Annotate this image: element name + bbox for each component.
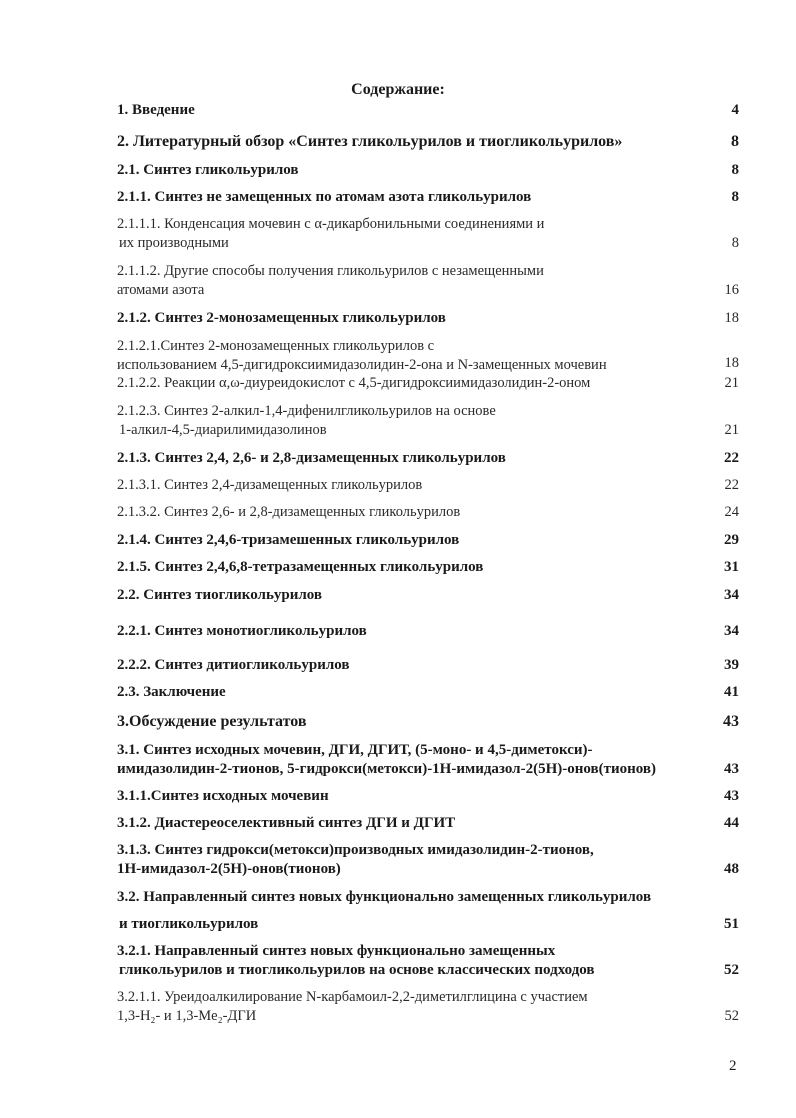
toc-entry[interactable] <box>117 374 739 393</box>
toc-entry-page: 34 <box>724 587 739 603</box>
toc-entry[interactable] <box>117 188 739 207</box>
toc-entry-page: 16 <box>724 282 739 298</box>
toc-entry-text: их производными <box>119 235 229 251</box>
toc-entry-text: 1. Введение <box>117 102 195 118</box>
toc-entry-text: 2.3. Заключение <box>117 684 226 700</box>
toc-entry-text: 1H-имидазол-2(5H)-онов(тионов) <box>117 861 341 877</box>
toc-entry-text: 3.Обсуждение результатов <box>117 713 307 730</box>
toc-entry-page: 4 <box>731 102 739 118</box>
page-number: 2 <box>729 1058 737 1074</box>
toc-entry-text: 2.2.2. Синтез дитиогликольурилов <box>117 657 350 673</box>
toc-entry-text: 2.1.3.1. Синтез 2,4-дизамещенных гликольурилов <box>117 477 423 493</box>
toc-entry-page: 18 <box>724 310 739 326</box>
toc-entry[interactable] <box>117 161 739 180</box>
toc-entry[interactable] <box>117 988 739 1026</box>
toc-entry-text: 2.1.3.2. Синтез 2,6- и 2,8-дизамещенных гликольурилов <box>117 504 461 520</box>
toc-entry[interactable] <box>117 841 739 879</box>
toc-entry-page: 43 <box>723 713 739 730</box>
toc-entry-text: 1-алкил-4,5-диарилимидазолинов <box>119 422 327 438</box>
toc-entry[interactable] <box>117 531 739 550</box>
toc-entry-text: 3.2. Направленный синтез новых функционально замещенных гликольурилов <box>117 889 652 905</box>
toc-entry[interactable] <box>117 101 739 120</box>
toc-entry-text: 2.2.1. Синтез монотиогликольурилов <box>117 623 367 639</box>
toc-entry-page: 41 <box>724 684 739 700</box>
toc-entry-page: 21 <box>724 375 739 391</box>
toc-entry[interactable] <box>117 741 739 779</box>
toc-entry-page: 21 <box>724 422 739 438</box>
toc-title: Содержание: <box>351 81 445 98</box>
toc-entry-page: 18 <box>724 355 739 371</box>
toc-entry-page: 39 <box>724 657 739 673</box>
toc-entry[interactable] <box>117 787 739 806</box>
toc-entry[interactable] <box>117 915 739 934</box>
toc-entry-text: использованием 4,5-дигидроксиимидазолидин-2-она и N-замещенных мочевин <box>117 357 607 373</box>
toc-entry[interactable] <box>117 586 739 605</box>
toc-entry-text: 3.1.1.Синтез исходных мочевин <box>117 788 329 804</box>
toc-entry[interactable] <box>117 814 739 833</box>
toc-entry-text: 2.1. Синтез гликольурилов <box>117 162 299 178</box>
toc-entry[interactable] <box>117 888 739 907</box>
toc-entry-text: 2.2. Синтез тиогликольурилов <box>117 587 323 603</box>
toc-entry-text: 2.1.1.1. Конденсация мочевин с α-дикарбонильными соединениями и <box>117 216 545 232</box>
toc-entry-text: и тиогликольурилов <box>119 916 259 932</box>
toc-entry-text: 2.1.2.3. Синтез 2-алкил-1,4-дифенилгликольурилов на основе <box>117 403 496 419</box>
toc-entry-text: 2.1.5. Синтез 2,4,6,8-тетразамещенных гликольурилов <box>117 559 484 575</box>
toc-entry[interactable] <box>117 942 739 980</box>
toc-entry-text: имидазолидин-2-тионов, 5-гидрокси(метокси)-1H-имидазол-2(5H)-онов(тионов) <box>117 761 656 777</box>
toc-entry-page: 52 <box>724 1008 739 1024</box>
toc-entry-text: 2.1.3. Синтез 2,4, 2,6- и 2,8-дизамещенных гликольурилов <box>117 450 506 466</box>
toc-entry[interactable] <box>117 402 739 440</box>
toc-entry[interactable] <box>117 683 739 702</box>
toc-entry[interactable] <box>117 476 739 495</box>
toc-entry[interactable] <box>117 622 739 641</box>
toc-entry-page: 24 <box>724 504 739 520</box>
toc-entry-text: атомами азота <box>117 282 205 298</box>
toc-entry-text: 2.1.2.2. Реакции α,ω-диуреидокислот с 4,5-дигидроксиимидазолидин-2-оном <box>117 375 591 391</box>
toc-entry-page: 52 <box>724 962 739 978</box>
toc-entry[interactable] <box>117 712 739 731</box>
toc-entry-text: 3.1. Синтез исходных мочевин, ДГИ, ДГИТ, (5-моно- и 4,5-диметокси)- <box>117 742 593 758</box>
toc-entry-text: 2.1.1. Синтез не замещенных по атомам азота гликольурилов <box>117 189 532 205</box>
toc-entry-text: 3.1.3. Синтез гидрокси(метокси)производных имидазолидин-2-тионов, <box>117 842 594 858</box>
toc-entry-text: гликольурилов и тиогликольурилов на основе классических подходов <box>119 962 595 978</box>
toc-entry-text: 2.1.1.2. Другие способы получения гликольурилов с незамещенными <box>117 263 544 279</box>
toc-entry-page: 8 <box>731 235 739 251</box>
toc-entry-page: 51 <box>724 916 739 932</box>
toc-entry[interactable] <box>117 656 739 675</box>
toc-entry-text: 2.1.4. Синтез 2,4,6-тризамешенных гликольурилов <box>117 532 460 548</box>
toc-entry[interactable] <box>117 449 739 468</box>
toc-entry-page: 22 <box>724 477 739 493</box>
toc-entry[interactable] <box>117 558 739 577</box>
toc-entry-page: 43 <box>724 788 739 804</box>
toc-entry-text: 1,3-H₂- и 1,3-Me₂-ДГИ <box>117 1008 257 1024</box>
toc-entry-page: 43 <box>724 761 739 777</box>
toc-entry-page: 8 <box>731 189 739 205</box>
toc-entry-page: 48 <box>724 861 739 877</box>
toc-entry-text: 3.1.2. Диастереоселективный синтез ДГИ и ДГИТ <box>117 815 456 831</box>
toc-entry-page: 8 <box>731 162 739 178</box>
toc-entry[interactable] <box>117 309 739 328</box>
toc-entry-text: 3.2.1. Направленный синтез новых функционально замещенных <box>117 943 556 959</box>
toc-entry-text: 2. Литературный обзор «Синтез гликольурилов и тиогликольурилов» <box>117 133 623 150</box>
toc-entry-text: 2.1.2. Синтез 2-монозамещенных гликольурилов <box>117 310 446 326</box>
toc-entry-page: 22 <box>724 450 739 466</box>
toc-entry-page: 29 <box>724 532 739 548</box>
toc-entry-text: 3.2.1.1. Уреидоалкилирование N-карбамоил-2,2-диметилглицина с участием <box>117 989 588 1005</box>
toc-entry[interactable] <box>117 215 739 253</box>
toc-entry[interactable] <box>117 132 739 151</box>
toc-entry-text: 2.1.2.1.Синтез 2-монозамещенных гликольурилов с <box>117 338 435 354</box>
toc-entry[interactable] <box>117 337 739 373</box>
toc-entry-page: 31 <box>724 559 739 575</box>
toc-entry-page: 44 <box>724 815 739 831</box>
toc-entry[interactable] <box>117 262 739 300</box>
toc-entry[interactable] <box>117 503 739 522</box>
toc-entry-page: 8 <box>731 133 739 150</box>
toc-entry-page: 34 <box>724 623 739 639</box>
